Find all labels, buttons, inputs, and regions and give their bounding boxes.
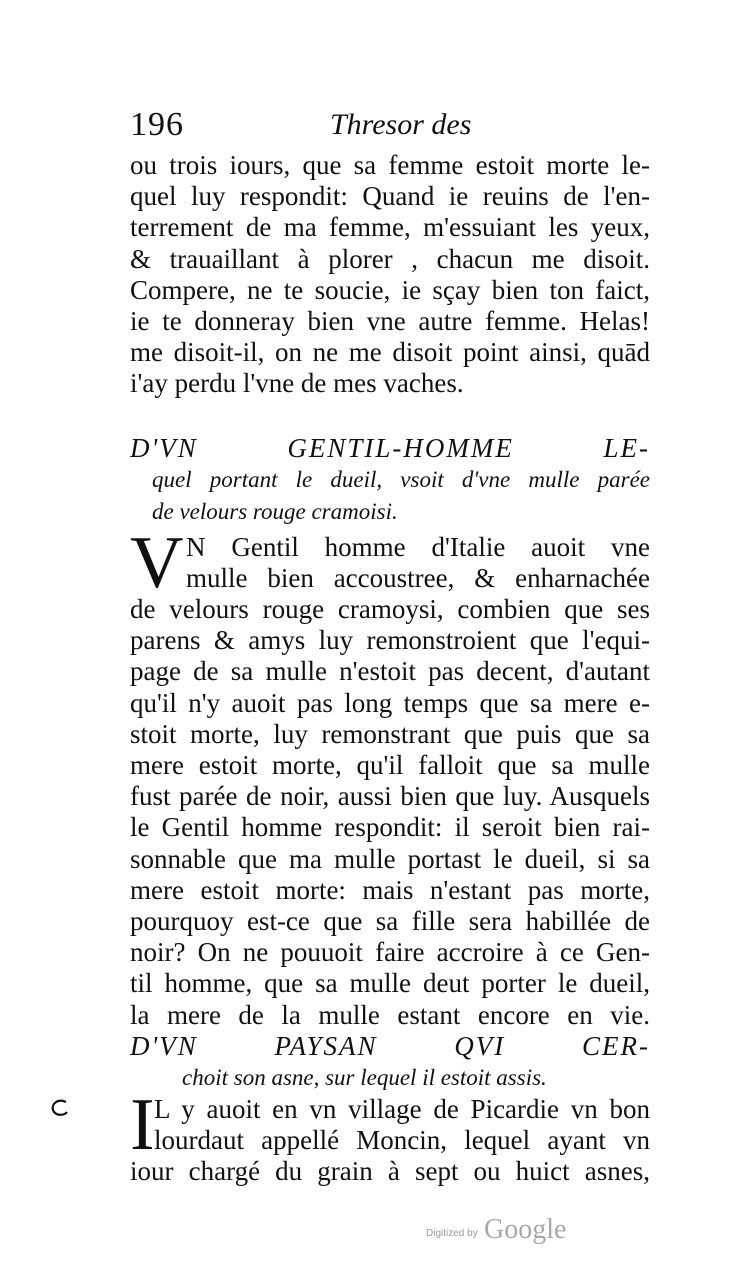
paragraph-1: [130, 150, 650, 400]
digitization-watermark: [426, 1214, 586, 1248]
drop-cap: V: [130, 522, 184, 604]
text-line: mulle bien accoustree, & enharnachée: [186, 563, 650, 594]
text-line: i'ay perdu l'vne de mes vaches.: [130, 368, 464, 399]
text-line: page de sa mulle n'estoit pas decent, d'autant: [130, 656, 650, 687]
text-line: Compere, ne te soucie, ie sçay bien ton faict,: [130, 274, 650, 305]
heading-line: choit son asne, sur lequel il estoit assis.: [182, 1065, 547, 1090]
page-number: 196: [130, 106, 184, 143]
text-line: fust parée de noir, aussi bien que luy. Ausquels: [130, 781, 650, 812]
page-header: [130, 106, 650, 146]
text-line: parens & amys luy remonstroient que l'equi-: [130, 625, 650, 656]
text-line: stoit morte, luy remonstrant que puis que sa: [130, 718, 650, 749]
heading-line: D'VN PAYSAN QVI CER-: [130, 1031, 650, 1061]
text-line: & trauaillant à plorer , chacun me disoit.: [130, 243, 650, 274]
digitized-by-label: Digitized by: [426, 1228, 478, 1239]
google-logo: Google: [484, 1214, 567, 1245]
heading-line: D'VN GENTIL-HOMME LE-: [130, 433, 650, 463]
text-line: ie te donneray bien vne autre femme. Helas!: [130, 306, 650, 337]
section-heading-2: [130, 1030, 650, 1094]
heading-line: quel portant le dueil, vsoit d'vne mulle parée: [152, 467, 650, 492]
running-title: Thresor des: [330, 108, 472, 141]
heading-line: de velours rouge cramoisi.: [152, 499, 398, 524]
text-line: terrement de ma femme, m'essuiant les yeux,: [130, 212, 650, 243]
text-line: sonnable que ma mulle portast le dueil, si sa: [130, 843, 650, 874]
dropcap-lines: [154, 1094, 650, 1156]
margin-mark-icon: [48, 1096, 72, 1120]
paragraph-2: [130, 522, 650, 1031]
text-line: le Gentil homme respondit: il seroit bien rai-: [130, 812, 650, 843]
text-line: mere estoit morte: mais n'estant pas morte,: [130, 874, 650, 905]
section-heading-1: [130, 432, 650, 528]
dropcap-row: [130, 1084, 650, 1166]
text-line: mere estoit morte, qu'il falloit que sa mulle: [130, 750, 650, 781]
text-line: la mere de la mulle estant encore en vie.: [130, 999, 650, 1030]
text-line: pourquoy est-ce que sa fille sera habillée de: [130, 906, 650, 937]
text-line: de velours rouge cramoysi, combien que ses: [130, 594, 650, 624]
paragraph-3: [130, 1084, 650, 1187]
text-line: noir? On ne pouuoit faire accroire à ce Gen-: [130, 937, 650, 968]
text-line: N Gentil homme d'Italie auoit vne: [186, 532, 650, 562]
text-line: til homme, que sa mulle deut porter le dueil,: [130, 968, 650, 999]
text-line: iour chargé du grain à sept ou huict asnes,: [130, 1156, 650, 1186]
text-line: qu'il n'y auoit pas long temps que sa mere e-: [130, 687, 650, 718]
dropcap-row: [130, 522, 650, 604]
text-line: L y auoit en vn village de Picardie vn bon: [154, 1094, 650, 1124]
text-line: ou trois iours, que sa femme estoit morte le-: [130, 150, 650, 180]
text-line: me disoit-il, on ne me disoit point ainsi, quād: [130, 337, 650, 368]
text-line: lourdaut appellé Moncin, lequel ayant vn: [154, 1125, 650, 1156]
text-line: quel luy respondit: Quand ie reuins de l'en-: [130, 181, 650, 212]
dropcap-lines: [186, 532, 650, 594]
drop-cap: I: [130, 1084, 155, 1166]
